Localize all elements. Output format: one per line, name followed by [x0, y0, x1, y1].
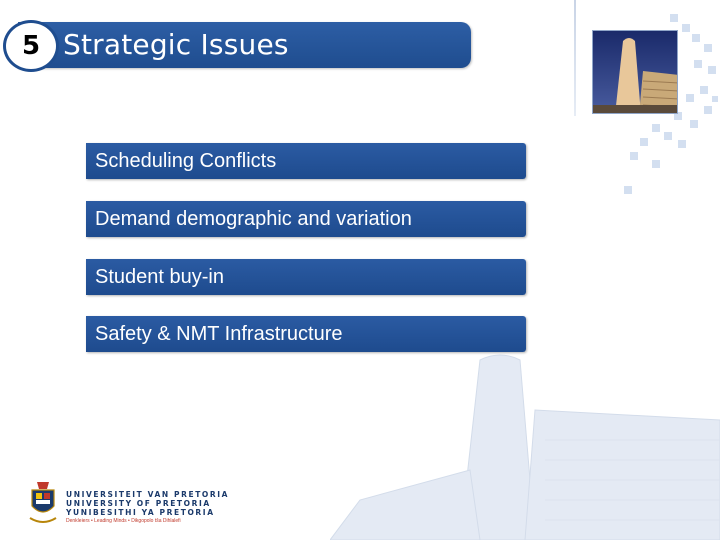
university-name-afrikaans: UNIVERSITEIT VAN PRETORIA	[66, 490, 230, 499]
building-photo	[592, 30, 678, 114]
university-logo	[28, 480, 228, 530]
header-divider	[574, 0, 576, 116]
university-name-english: UNIVERSITY OF PRETORIA	[66, 499, 211, 508]
slide-number-badge: 5	[3, 20, 59, 72]
list-item-scheduling: Scheduling Conflicts	[86, 143, 526, 179]
crest-icon	[28, 480, 58, 526]
list-item-safety: Safety & NMT Infrastructure	[86, 316, 526, 352]
slide-title: Strategic Issues	[63, 28, 289, 61]
university-motto: Denkleiers • Leading Minds • Dikgopolo tša Dihlalefi	[66, 518, 181, 524]
university-name-sepedi: YUNIBESITHI YA PRETORIA	[66, 508, 215, 517]
list-item-student-buy-in: Student buy-in	[86, 259, 526, 295]
list-item-demand: Demand demographic and variation	[86, 201, 526, 237]
